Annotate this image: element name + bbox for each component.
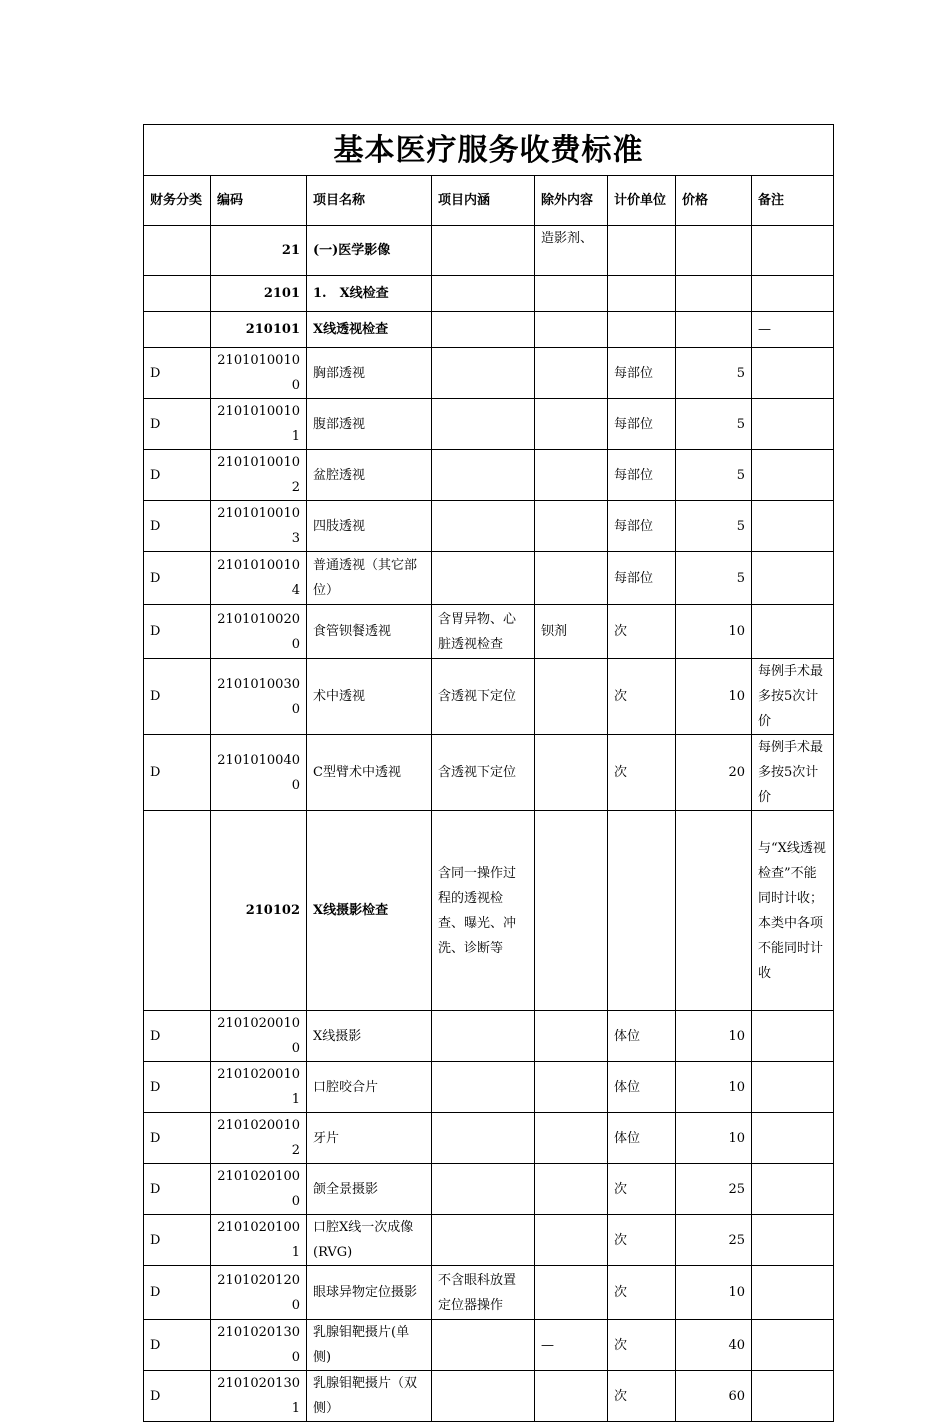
- cell-exclusion: [535, 312, 608, 348]
- cell-note: [752, 1320, 834, 1371]
- cell-content: [432, 1164, 535, 1215]
- cell-note: [752, 399, 834, 450]
- cell-note: [752, 1011, 834, 1062]
- cell-code: 21010200102: [211, 1113, 307, 1164]
- col-header-exclusion: 除外内容: [535, 176, 608, 226]
- cell-code: 21010201000: [211, 1164, 307, 1215]
- cell-exclusion: [535, 552, 608, 605]
- cell-category: D: [144, 1011, 211, 1062]
- col-header-unit: 计价单位: [608, 176, 676, 226]
- cell-note: [752, 348, 834, 399]
- cell-content: [432, 1011, 535, 1062]
- cell-price: 25: [676, 1215, 752, 1266]
- table-row: [144, 811, 834, 1011]
- cell-name: 四肢透视: [307, 501, 432, 552]
- cell-price: [676, 312, 752, 348]
- cell-category: [144, 312, 211, 348]
- cell-exclusion: [535, 1113, 608, 1164]
- cell-exclusion: [535, 1215, 608, 1266]
- cell-exclusion: [535, 1371, 608, 1422]
- cell-category: D: [144, 1371, 211, 1422]
- table-row: [144, 552, 834, 605]
- table-row: [144, 312, 834, 348]
- cell-name: 口腔X线一次成像(RVG): [307, 1215, 432, 1266]
- cell-exclusion: [535, 276, 608, 312]
- cell-code: 21010201001: [211, 1215, 307, 1266]
- cell-note: —: [752, 312, 834, 348]
- cell-category: D: [144, 1113, 211, 1164]
- cell-exclusion: [535, 735, 608, 811]
- cell-unit: 次: [608, 1215, 676, 1266]
- cell-exclusion: [535, 1266, 608, 1320]
- cell-name: 术中透视: [307, 659, 432, 735]
- cell-code: 21010100104: [211, 552, 307, 605]
- cell-price: 10: [676, 1011, 752, 1062]
- cell-category: D: [144, 450, 211, 501]
- cell-content: 含胃异物、心脏透视检查: [432, 605, 535, 659]
- cell-note: [752, 605, 834, 659]
- cell-code: 21: [211, 226, 307, 276]
- table-row: [144, 450, 834, 501]
- cell-content: [432, 1062, 535, 1113]
- table-row: [144, 1113, 834, 1164]
- cell-content: 不含眼科放置定位器操作: [432, 1266, 535, 1320]
- fee-standard-table: [143, 124, 834, 1422]
- table-body: [144, 226, 834, 1422]
- cell-price: 40: [676, 1320, 752, 1371]
- cell-name: X线摄影: [307, 1011, 432, 1062]
- cell-code: 21010200100: [211, 1011, 307, 1062]
- cell-category: D: [144, 735, 211, 811]
- cell-content: [432, 348, 535, 399]
- col-header-code: 编码: [211, 176, 307, 226]
- cell-note: [752, 1266, 834, 1320]
- cell-unit: 次: [608, 1320, 676, 1371]
- cell-note: 每例手术最多按5次计价: [752, 659, 834, 735]
- cell-exclusion: [535, 1062, 608, 1113]
- cell-code: 21010201300: [211, 1320, 307, 1371]
- cell-category: D: [144, 1266, 211, 1320]
- cell-exclusion: [535, 1011, 608, 1062]
- cell-name: 食管钡餐透视: [307, 605, 432, 659]
- table-row: [144, 501, 834, 552]
- cell-exclusion: [535, 811, 608, 1011]
- table-row: [144, 1371, 834, 1422]
- cell-name: 胸部透视: [307, 348, 432, 399]
- cell-content: [432, 501, 535, 552]
- cell-price: [676, 811, 752, 1011]
- cell-note: 每例手术最多按5次计价: [752, 735, 834, 811]
- cell-price: 5: [676, 552, 752, 605]
- cell-name: 乳腺钼靶摄片（双侧）: [307, 1371, 432, 1422]
- cell-price: 10: [676, 1062, 752, 1113]
- table-row: [144, 226, 834, 276]
- table-header-row: [144, 176, 834, 226]
- cell-category: D: [144, 399, 211, 450]
- col-header-price: 价格: [676, 176, 752, 226]
- table-row: [144, 1062, 834, 1113]
- cell-unit: [608, 312, 676, 348]
- cell-name: 乳腺钼靶摄片(单侧): [307, 1320, 432, 1371]
- cell-content: [432, 1371, 535, 1422]
- cell-note: [752, 1164, 834, 1215]
- cell-unit: 次: [608, 659, 676, 735]
- cell-category: D: [144, 1215, 211, 1266]
- col-header-category: 财务分类: [144, 176, 211, 226]
- cell-code: 21010100400: [211, 735, 307, 811]
- cell-note: [752, 1371, 834, 1422]
- table-row: [144, 1215, 834, 1266]
- cell-content: [432, 552, 535, 605]
- cell-unit: 次: [608, 1371, 676, 1422]
- table-row: [144, 735, 834, 811]
- table-row: [144, 1266, 834, 1320]
- cell-exclusion: [535, 399, 608, 450]
- cell-unit: 每部位: [608, 348, 676, 399]
- cell-name: 口腔咬合片: [307, 1062, 432, 1113]
- cell-note: [752, 1113, 834, 1164]
- cell-exclusion: —: [535, 1320, 608, 1371]
- cell-content: [432, 1215, 535, 1266]
- cell-exclusion: [535, 501, 608, 552]
- cell-price: [676, 276, 752, 312]
- cell-content: 含透视下定位: [432, 735, 535, 811]
- cell-price: 20: [676, 735, 752, 811]
- cell-name: 普通透视（其它部位）: [307, 552, 432, 605]
- cell-category: D: [144, 1320, 211, 1371]
- cell-category: D: [144, 501, 211, 552]
- cell-name: 牙片: [307, 1113, 432, 1164]
- cell-name: 颌全景摄影: [307, 1164, 432, 1215]
- cell-unit: 每部位: [608, 399, 676, 450]
- table-row: [144, 348, 834, 399]
- cell-unit: 体位: [608, 1113, 676, 1164]
- cell-category: D: [144, 605, 211, 659]
- col-header-name: 项目名称: [307, 176, 432, 226]
- table-row: [144, 1164, 834, 1215]
- col-header-note: 备注: [752, 176, 834, 226]
- cell-content: [432, 399, 535, 450]
- cell-note: 与“X线透视检查”不能同时计收；本类中各项不能同时计收: [752, 811, 834, 1011]
- cell-note: [752, 1215, 834, 1266]
- cell-name: 1. X线检查: [307, 276, 432, 312]
- cell-note: [752, 226, 834, 276]
- cell-category: D: [144, 1062, 211, 1113]
- cell-exclusion: 钡剂: [535, 605, 608, 659]
- cell-unit: 体位: [608, 1062, 676, 1113]
- cell-price: 25: [676, 1164, 752, 1215]
- cell-code: 21010201301: [211, 1371, 307, 1422]
- table-row: [144, 1320, 834, 1371]
- cell-unit: 次: [608, 1266, 676, 1320]
- cell-name: 眼球异物定位摄影: [307, 1266, 432, 1320]
- cell-content: [432, 450, 535, 501]
- cell-note: [752, 501, 834, 552]
- cell-code: 21010100300: [211, 659, 307, 735]
- cell-name: 腹部透视: [307, 399, 432, 450]
- cell-name: X线摄影检查: [307, 811, 432, 1011]
- cell-price: 5: [676, 450, 752, 501]
- page-title: 基本医疗服务收费标准: [144, 125, 834, 176]
- cell-code: 21010100100: [211, 348, 307, 399]
- cell-code: 2101: [211, 276, 307, 312]
- cell-name: 盆腔透视: [307, 450, 432, 501]
- cell-unit: 每部位: [608, 501, 676, 552]
- cell-content: 含同一操作过程的透视检查、曝光、冲洗、诊断等: [432, 811, 535, 1011]
- cell-price: 10: [676, 605, 752, 659]
- cell-price: 5: [676, 399, 752, 450]
- cell-category: [144, 811, 211, 1011]
- cell-note: [752, 552, 834, 605]
- cell-price: 5: [676, 501, 752, 552]
- cell-unit: 每部位: [608, 450, 676, 501]
- cell-exclusion: 造影剂、: [535, 226, 608, 276]
- cell-content: [432, 276, 535, 312]
- cell-category: D: [144, 552, 211, 605]
- cell-unit: 次: [608, 735, 676, 811]
- cell-category: D: [144, 659, 211, 735]
- cell-price: 10: [676, 659, 752, 735]
- cell-code: 21010100101: [211, 399, 307, 450]
- cell-category: D: [144, 1164, 211, 1215]
- cell-unit: [608, 811, 676, 1011]
- cell-note: [752, 276, 834, 312]
- cell-content: [432, 1320, 535, 1371]
- cell-content: [432, 226, 535, 276]
- cell-code: 21010201200: [211, 1266, 307, 1320]
- table-row: [144, 659, 834, 735]
- cell-unit: 次: [608, 1164, 676, 1215]
- table-row: [144, 399, 834, 450]
- cell-unit: 每部位: [608, 552, 676, 605]
- cell-price: [676, 226, 752, 276]
- cell-price: 10: [676, 1113, 752, 1164]
- cell-name: (一)医学影像: [307, 226, 432, 276]
- cell-exclusion: [535, 450, 608, 501]
- cell-unit: 体位: [608, 1011, 676, 1062]
- cell-category: [144, 226, 211, 276]
- table-row: [144, 276, 834, 312]
- cell-price: 60: [676, 1371, 752, 1422]
- cell-code: 210101: [211, 312, 307, 348]
- cell-note: [752, 450, 834, 501]
- cell-price: 5: [676, 348, 752, 399]
- table-row: [144, 1011, 834, 1062]
- cell-code: 21010200101: [211, 1062, 307, 1113]
- cell-unit: 次: [608, 605, 676, 659]
- cell-code: 210102: [211, 811, 307, 1011]
- cell-exclusion: [535, 348, 608, 399]
- table-row: [144, 605, 834, 659]
- cell-code: 21010100103: [211, 501, 307, 552]
- cell-content: [432, 312, 535, 348]
- cell-code: 21010100102: [211, 450, 307, 501]
- cell-price: 10: [676, 1266, 752, 1320]
- cell-name: X线透视检查: [307, 312, 432, 348]
- cell-exclusion: [535, 1164, 608, 1215]
- cell-exclusion: [535, 659, 608, 735]
- cell-note: [752, 1062, 834, 1113]
- cell-category: [144, 276, 211, 312]
- cell-unit: [608, 226, 676, 276]
- cell-unit: [608, 276, 676, 312]
- cell-code: 21010100200: [211, 605, 307, 659]
- cell-category: D: [144, 348, 211, 399]
- col-header-content: 项目内涵: [432, 176, 535, 226]
- cell-name: C型臂术中透视: [307, 735, 432, 811]
- cell-content: [432, 1113, 535, 1164]
- cell-content: 含透视下定位: [432, 659, 535, 735]
